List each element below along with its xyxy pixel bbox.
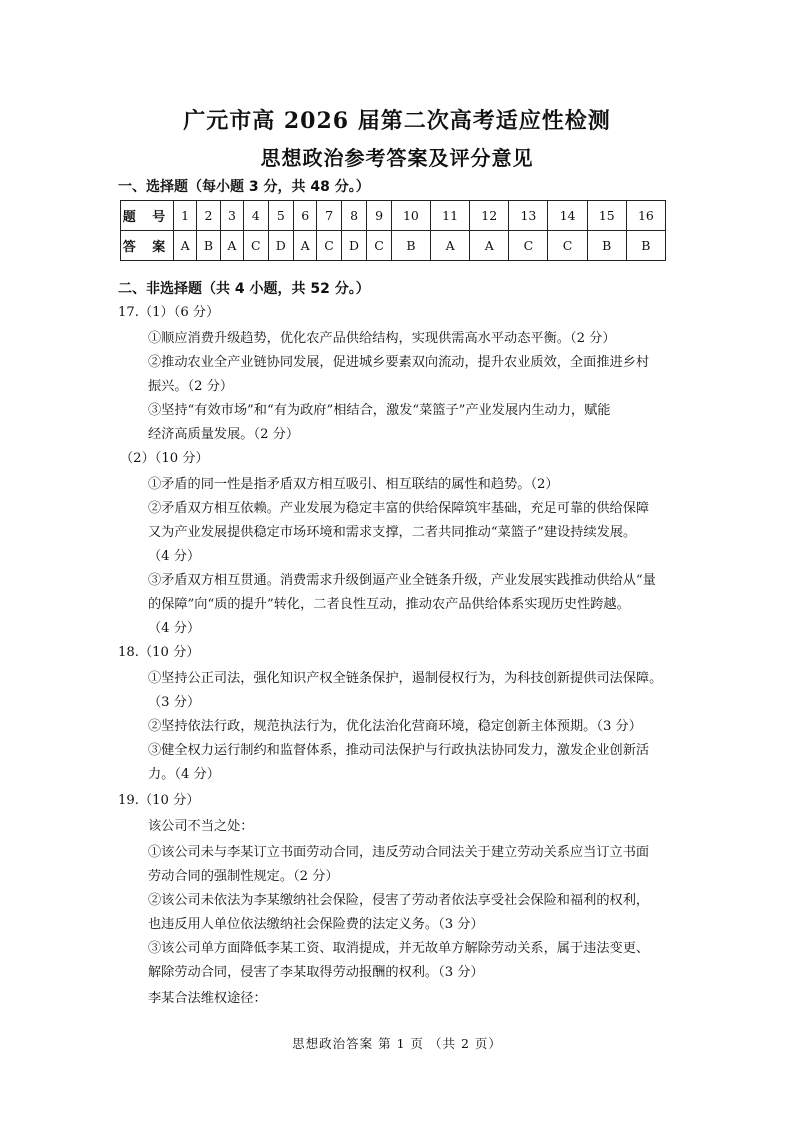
question-number: 10 [391, 201, 430, 231]
section-1-heading: 一、选择题（每小题 3 分，共 48 分。） [118, 179, 370, 195]
q17-2-line: 的保障”向“质的提升”转化，二者良性互动，推动农产品供给体系实现历史性跨越。 [148, 597, 630, 612]
question-number: 15 [587, 201, 626, 231]
document-title: 广元市高 2026 届第二次高考适应性检测 [183, 108, 611, 134]
row-label-number: 题 号 [121, 201, 174, 231]
answer-cell: C [244, 231, 269, 261]
question-number: 7 [317, 201, 342, 231]
question-number: 3 [220, 201, 243, 231]
question-number: 2 [197, 201, 221, 231]
question-number: 12 [470, 201, 509, 231]
q17-2-line: （4 分） [148, 549, 201, 564]
q17-1-line: ③坚持“有效市场”和“有为政府”相结合，激发“菜篮子”产业发展内生动力，赋能 [148, 403, 611, 418]
question-number: 9 [367, 201, 392, 231]
answer-cell: B [391, 231, 430, 261]
question-number: 8 [341, 201, 367, 231]
document-subtitle: 思想政治参考答案及评分意见 [260, 146, 534, 170]
answer-row [121, 231, 666, 261]
q19-line: 李某合法维权途径： [148, 991, 267, 1006]
q19-line: 也违反用人单位依法缴纳社会保险费的法定义务。（3 分） [148, 917, 484, 932]
q17-2-line: （4 分） [148, 621, 201, 636]
answer-table [120, 200, 666, 261]
answer-cell: A [294, 231, 317, 261]
q19-line: 劳动合同的强制性规定。（2 分） [148, 869, 339, 884]
q17-2-header: （2）（10 分） [120, 451, 209, 466]
section-2-heading: 二、非选择题（共 4 小题，共 52 分。） [118, 281, 370, 297]
question-number: 14 [548, 201, 587, 231]
q19-line: 解除劳动合同，侵害了李某取得劳动报酬的权利。（3 分） [148, 965, 484, 980]
q17-header: 17.（1）（6 分） [118, 305, 220, 320]
q17-1-line: ②推动农业全产业链协同发展，促进城乡要素双向流动，提升农业质效，全面推进乡村 [148, 355, 650, 370]
q17-2-line: 又为产业发展提供稳定市场环境和需求支撑，二者共同推动“菜篮子”建设持续发展。 [148, 525, 637, 540]
q17-2-line: ③矛盾双方相互贯通。消费需求升级倒逼产业全链条升级，产业发展实践推动供给从“量 [148, 573, 656, 588]
question-number: 6 [294, 201, 317, 231]
q19-line: ③该公司单方面降低李某工资、取消提成，并无故单方解除劳动关系，属于违法变更、 [148, 941, 650, 956]
q18-line: ①坚持公正司法，强化知识产权全链条保护，遏制侵权行为，为科技创新提供司法保障。 [148, 671, 663, 686]
q17-1-line: 振兴。（2 分） [148, 379, 234, 394]
q17-2-line: ②矛盾双方相互依赖。产业发展为稳定丰富的供给保障筑牢基础，充足可靠的供给保障 [148, 501, 650, 516]
q18-header: 18.（10 分） [118, 645, 200, 660]
answer-cell: B [587, 231, 626, 261]
q17-2-line: ①矛盾的同一性是指矛盾双方相互吸引、相互联结的属性和趋势。（2） [148, 477, 559, 492]
q17-1-line: ①顺应消费升级趋势，优化农产品供给结构，实现供需高水平动态平衡。（2 分） [148, 331, 616, 346]
page-footer: 思想政治答案 第 1 页 （共 2 页） [292, 1036, 502, 1051]
question-number: 4 [244, 201, 269, 231]
q19-header: 19.（10 分） [118, 793, 200, 808]
question-number-row [121, 201, 666, 231]
answer-cell: C [317, 231, 342, 261]
answer-cell: A [470, 231, 509, 261]
q18-line: ②坚持依法行政，规范执法行为，优化法治化营商环境，稳定创新主体预期。（3 分） [148, 719, 642, 734]
q19-line: ②该公司未依法为李某缴纳社会保险，侵害了劳动者依法享受社会保险和福利的权利， [148, 893, 650, 908]
question-number: 16 [626, 201, 665, 231]
answer-cell: C [367, 231, 392, 261]
answer-cell: B [197, 231, 221, 261]
answer-cell: A [220, 231, 243, 261]
q18-line: （3 分） [148, 695, 201, 710]
answer-cell: B [626, 231, 665, 261]
answer-cell: D [268, 231, 294, 261]
question-number: 13 [509, 201, 548, 231]
q18-line: ③健全权力运行制约和监督体系，推动司法保护与行政执法协同发力，激发企业创新活 [148, 743, 650, 758]
q18-line: 力。（4 分） [148, 767, 220, 782]
answer-cell: A [431, 231, 470, 261]
q19-line: ①该公司未与李某订立书面劳动合同，违反劳动合同法关于建立劳动关系应当订立书面 [148, 845, 650, 860]
question-number: 11 [431, 201, 470, 231]
answer-cell: D [341, 231, 367, 261]
q19-line: 该公司不当之处： [148, 819, 254, 834]
answer-cell: C [509, 231, 548, 261]
question-number: 5 [268, 201, 294, 231]
row-label-answer: 答 案 [121, 231, 174, 261]
answer-cell: C [548, 231, 587, 261]
q17-1-line: 经济高质量发展。（2 分） [148, 427, 300, 442]
question-number: 1 [174, 201, 197, 231]
answer-cell: A [174, 231, 197, 261]
